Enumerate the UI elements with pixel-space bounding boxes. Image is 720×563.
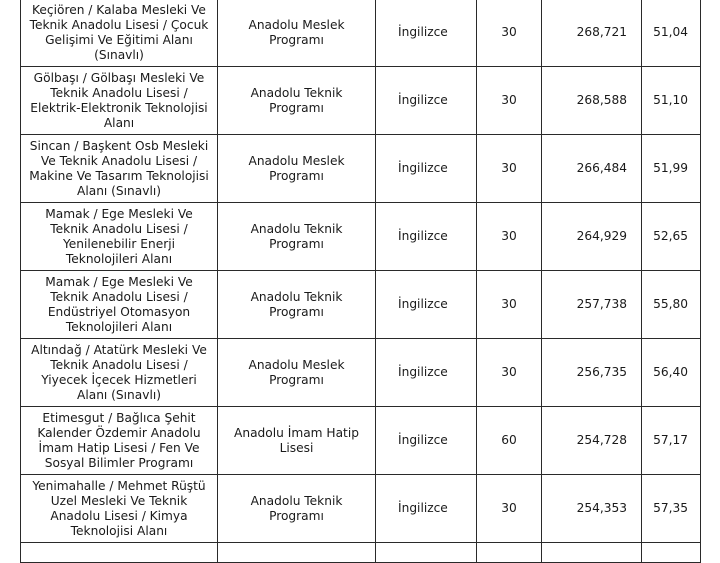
language-cell: İngilizce xyxy=(376,67,477,135)
school-cell: Altındağ / Atatürk Mesleki Ve Teknik Anadolu Lisesi / Yiyecek İçecek Hizmetleri Alanı (Sınavlı) xyxy=(21,339,218,407)
table-row xyxy=(21,203,701,271)
empty-cell xyxy=(21,543,218,563)
rank-cell: 264,929 xyxy=(542,203,642,271)
language-cell: İngilizce xyxy=(376,339,477,407)
table-row xyxy=(21,135,701,203)
language-cell: İngilizce xyxy=(376,0,477,67)
empty-cell xyxy=(542,543,642,563)
quota-cell: 30 xyxy=(477,67,542,135)
quota-cell: 30 xyxy=(477,135,542,203)
program-type-cell: Anadolu İmam Hatip Lisesi xyxy=(218,407,376,475)
table-row xyxy=(21,339,701,407)
rank-cell: 257,738 xyxy=(542,271,642,339)
school-results-table xyxy=(20,0,701,563)
score-cell: 51,99 xyxy=(642,135,701,203)
school-cell: Keçiören / Kalaba Mesleki Ve Teknik Anadolu Lisesi / Çocuk Gelişimi Ve Eğitimi Alanı (Sınavlı) xyxy=(21,0,218,67)
quota-cell: 30 xyxy=(477,203,542,271)
language-cell: İngilizce xyxy=(376,475,477,543)
quota-cell: 30 xyxy=(477,0,542,67)
empty-cell xyxy=(376,543,477,563)
table-row xyxy=(21,67,701,135)
table-row xyxy=(21,271,701,339)
program-type-cell: Anadolu Teknik Programı xyxy=(218,271,376,339)
table-row xyxy=(21,475,701,543)
rank-cell: 256,735 xyxy=(542,339,642,407)
language-cell: İngilizce xyxy=(376,135,477,203)
score-cell: 52,65 xyxy=(642,203,701,271)
score-cell: 51,04 xyxy=(642,0,701,67)
language-cell: İngilizce xyxy=(376,203,477,271)
quota-cell: 30 xyxy=(477,475,542,543)
table-row-partial xyxy=(21,543,701,563)
table-row xyxy=(21,407,701,475)
rank-cell: 268,588 xyxy=(542,67,642,135)
program-type-cell: Anadolu Meslek Programı xyxy=(218,339,376,407)
quota-cell: 30 xyxy=(477,271,542,339)
school-cell: Mamak / Ege Mesleki Ve Teknik Anadolu Lisesi / Yenilenebilir Enerji Teknolojileri Alanı xyxy=(21,203,218,271)
school-cell: Mamak / Ege Mesleki Ve Teknik Anadolu Lisesi / Endüstriyel Otomasyon Teknolojileri Alanı xyxy=(21,271,218,339)
language-cell: İngilizce xyxy=(376,271,477,339)
table-row xyxy=(21,0,701,67)
results-table-container xyxy=(20,0,700,563)
empty-cell xyxy=(218,543,376,563)
rank-cell: 254,353 xyxy=(542,475,642,543)
score-cell: 57,17 xyxy=(642,407,701,475)
score-cell: 57,35 xyxy=(642,475,701,543)
empty-cell xyxy=(477,543,542,563)
language-cell: İngilizce xyxy=(376,407,477,475)
empty-cell xyxy=(642,543,701,563)
score-cell: 51,10 xyxy=(642,67,701,135)
rank-cell: 254,728 xyxy=(542,407,642,475)
school-cell: Etimesgut / Bağlıca Şehit Kalender Özdemir Anadolu İmam Hatip Lisesi / Fen Ve Sosyal Bilimler Programı xyxy=(21,407,218,475)
school-cell: Yenimahalle / Mehmet Rüştü Uzel Mesleki Ve Teknik Anadolu Lisesi / Kimya Teknolojisi Alanı xyxy=(21,475,218,543)
program-type-cell: Anadolu Meslek Programı xyxy=(218,135,376,203)
school-cell: Sincan / Başkent Osb Mesleki Ve Teknik Anadolu Lisesi / Makine Ve Tasarım Teknolojisi Alanı (Sınavlı) xyxy=(21,135,218,203)
score-cell: 56,40 xyxy=(642,339,701,407)
quota-cell: 60 xyxy=(477,407,542,475)
program-type-cell: Anadolu Meslek Programı xyxy=(218,0,376,67)
rank-cell: 266,484 xyxy=(542,135,642,203)
program-type-cell: Anadolu Teknik Programı xyxy=(218,203,376,271)
program-type-cell: Anadolu Teknik Programı xyxy=(218,67,376,135)
quota-cell: 30 xyxy=(477,339,542,407)
program-type-cell: Anadolu Teknik Programı xyxy=(218,475,376,543)
score-cell: 55,80 xyxy=(642,271,701,339)
rank-cell: 268,721 xyxy=(542,0,642,67)
table-body xyxy=(21,0,701,563)
school-cell: Gölbaşı / Gölbaşı Mesleki Ve Teknik Anadolu Lisesi / Elektrik-Elektronik Teknolojisi Alanı xyxy=(21,67,218,135)
